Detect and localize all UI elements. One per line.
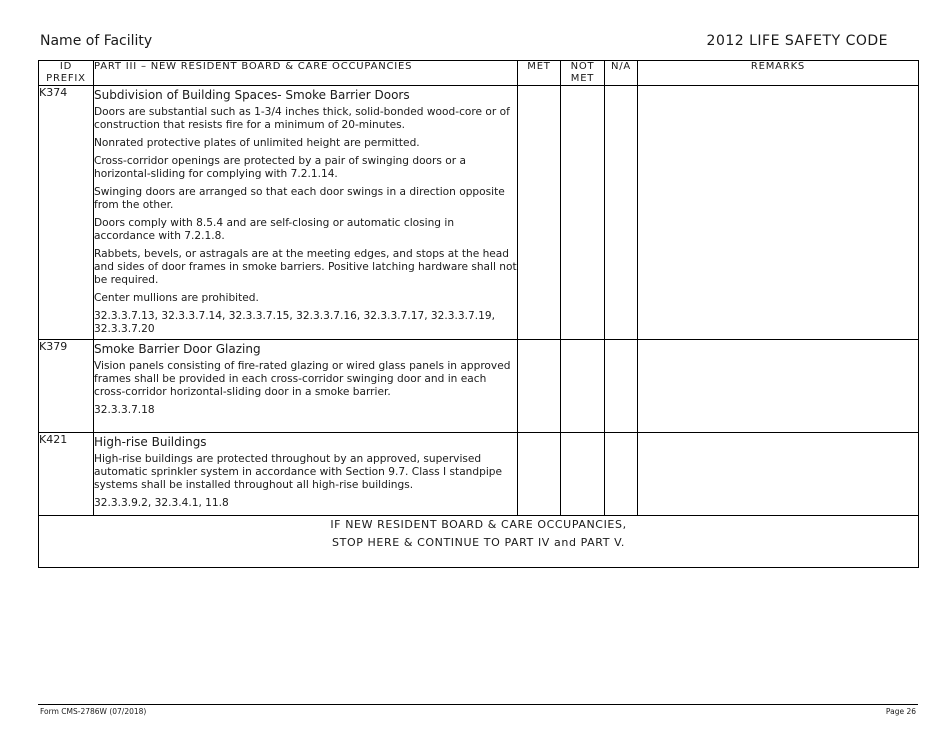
id-prefix-header xyxy=(39,61,94,86)
inspection-table xyxy=(38,60,919,568)
row-description xyxy=(94,86,518,340)
na-header: N/A xyxy=(605,61,638,86)
footer-divider xyxy=(38,704,918,705)
row-paragraph: Vision panels consisting of fire-rated glazing or wired glass panels in approved frames shall be provided in each cross-corridor swinging door and in each cross-corridor horizontal-sliding door in a smoke barrier. xyxy=(94,360,511,398)
na-cell[interactable] xyxy=(605,340,638,433)
not-met-header-line2: MET xyxy=(570,73,595,84)
row-reference: 32.3.3.7.18 xyxy=(94,404,155,416)
instruction-line1: IF NEW RESIDENT BOARD & CARE OCCUPANCIES, xyxy=(330,518,627,531)
row-id: K374 xyxy=(39,86,94,340)
remarks-cell[interactable] xyxy=(638,433,919,516)
id-header-line1: ID xyxy=(59,61,73,72)
row-id: K379 xyxy=(39,340,94,433)
not-met-cell[interactable] xyxy=(561,86,605,340)
row-title: High-rise Buildings xyxy=(94,435,207,449)
row-paragraph: Doors comply with 8.5.4 and are self-closing or automatic closing in accordance with 7.2.1.8. xyxy=(94,217,455,242)
row-paragraph: Rabbets, bevels, or astragals are at the meeting edges, and stops at the head and sides of door frames in smoke barriers. Positive latching hardware shall not be required. xyxy=(94,248,517,286)
met-cell[interactable] xyxy=(518,340,561,433)
part-header: PART III – NEW RESIDENT BOARD & CARE OCCUPANCIES xyxy=(94,61,518,86)
not-met-cell[interactable] xyxy=(561,433,605,516)
row-paragraph: Swinging doors are arranged so that each door swings in a direction opposite from the other. xyxy=(94,186,505,211)
met-cell[interactable] xyxy=(518,433,561,516)
row-reference: 32.3.3.9.2, 32.3.4.1, 11.8 xyxy=(94,497,229,509)
row-title: Smoke Barrier Door Glazing xyxy=(94,342,261,356)
table-row xyxy=(39,433,919,516)
row-title: Subdivision of Building Spaces- Smoke Barrier Doors xyxy=(94,88,410,102)
table-row xyxy=(39,340,919,433)
facility-name-label: Name of Facility xyxy=(40,33,153,49)
form-id: Form CMS-2786W (07/2018) xyxy=(40,707,147,716)
instruction-row xyxy=(39,516,919,568)
row-description xyxy=(94,340,518,433)
row-paragraph: Nonrated protective plates of unlimited height are permitted. xyxy=(94,137,420,149)
not-met-cell[interactable] xyxy=(561,340,605,433)
code-title: 2012 LIFE SAFETY CODE xyxy=(706,33,888,49)
row-id: K421 xyxy=(39,433,94,516)
row-paragraph: Doors are substantial such as 1-3/4 inches thick, solid-bonded wood-core or of construction that resists fire for a minimum of 20-minutes. xyxy=(94,106,510,131)
met-header: MET xyxy=(518,61,561,86)
row-paragraph: Cross-corridor openings are protected by a pair of swinging doors or a horizontal-sliding for complying with 7.2.1.14. xyxy=(94,155,466,180)
met-cell[interactable] xyxy=(518,86,561,340)
remarks-cell[interactable] xyxy=(638,86,919,340)
na-cell[interactable] xyxy=(605,86,638,340)
not-met-header-line1: NOT xyxy=(570,61,595,72)
page-number: Page 26 xyxy=(885,707,916,716)
remarks-header: REMARKS xyxy=(638,61,919,86)
stop-instruction xyxy=(39,516,919,568)
row-description xyxy=(94,433,518,516)
header-row xyxy=(39,61,919,86)
row-paragraph: High-rise buildings are protected throughout by an approved, supervised automatic sprinkler system in accordance with Section 9.7. Class I standpipe systems shall be installed throughout all high-rise buildings. xyxy=(94,453,503,491)
row-reference: 32.3.3.7.13, 32.3.3.7.14, 32.3.3.7.15, 32.3.3.7.16, 32.3.3.7.17, 32.3.3.7.19, 32.3.3.7.20 xyxy=(94,310,495,335)
instruction-line2: STOP HERE & CONTINUE TO PART IV and PART V. xyxy=(332,536,625,549)
na-cell[interactable] xyxy=(605,433,638,516)
not-met-header xyxy=(561,61,605,86)
remarks-cell[interactable] xyxy=(638,340,919,433)
id-header-line2: PREFIX xyxy=(46,73,86,84)
table-row xyxy=(39,86,919,340)
row-paragraph: Center mullions are prohibited. xyxy=(94,292,259,304)
